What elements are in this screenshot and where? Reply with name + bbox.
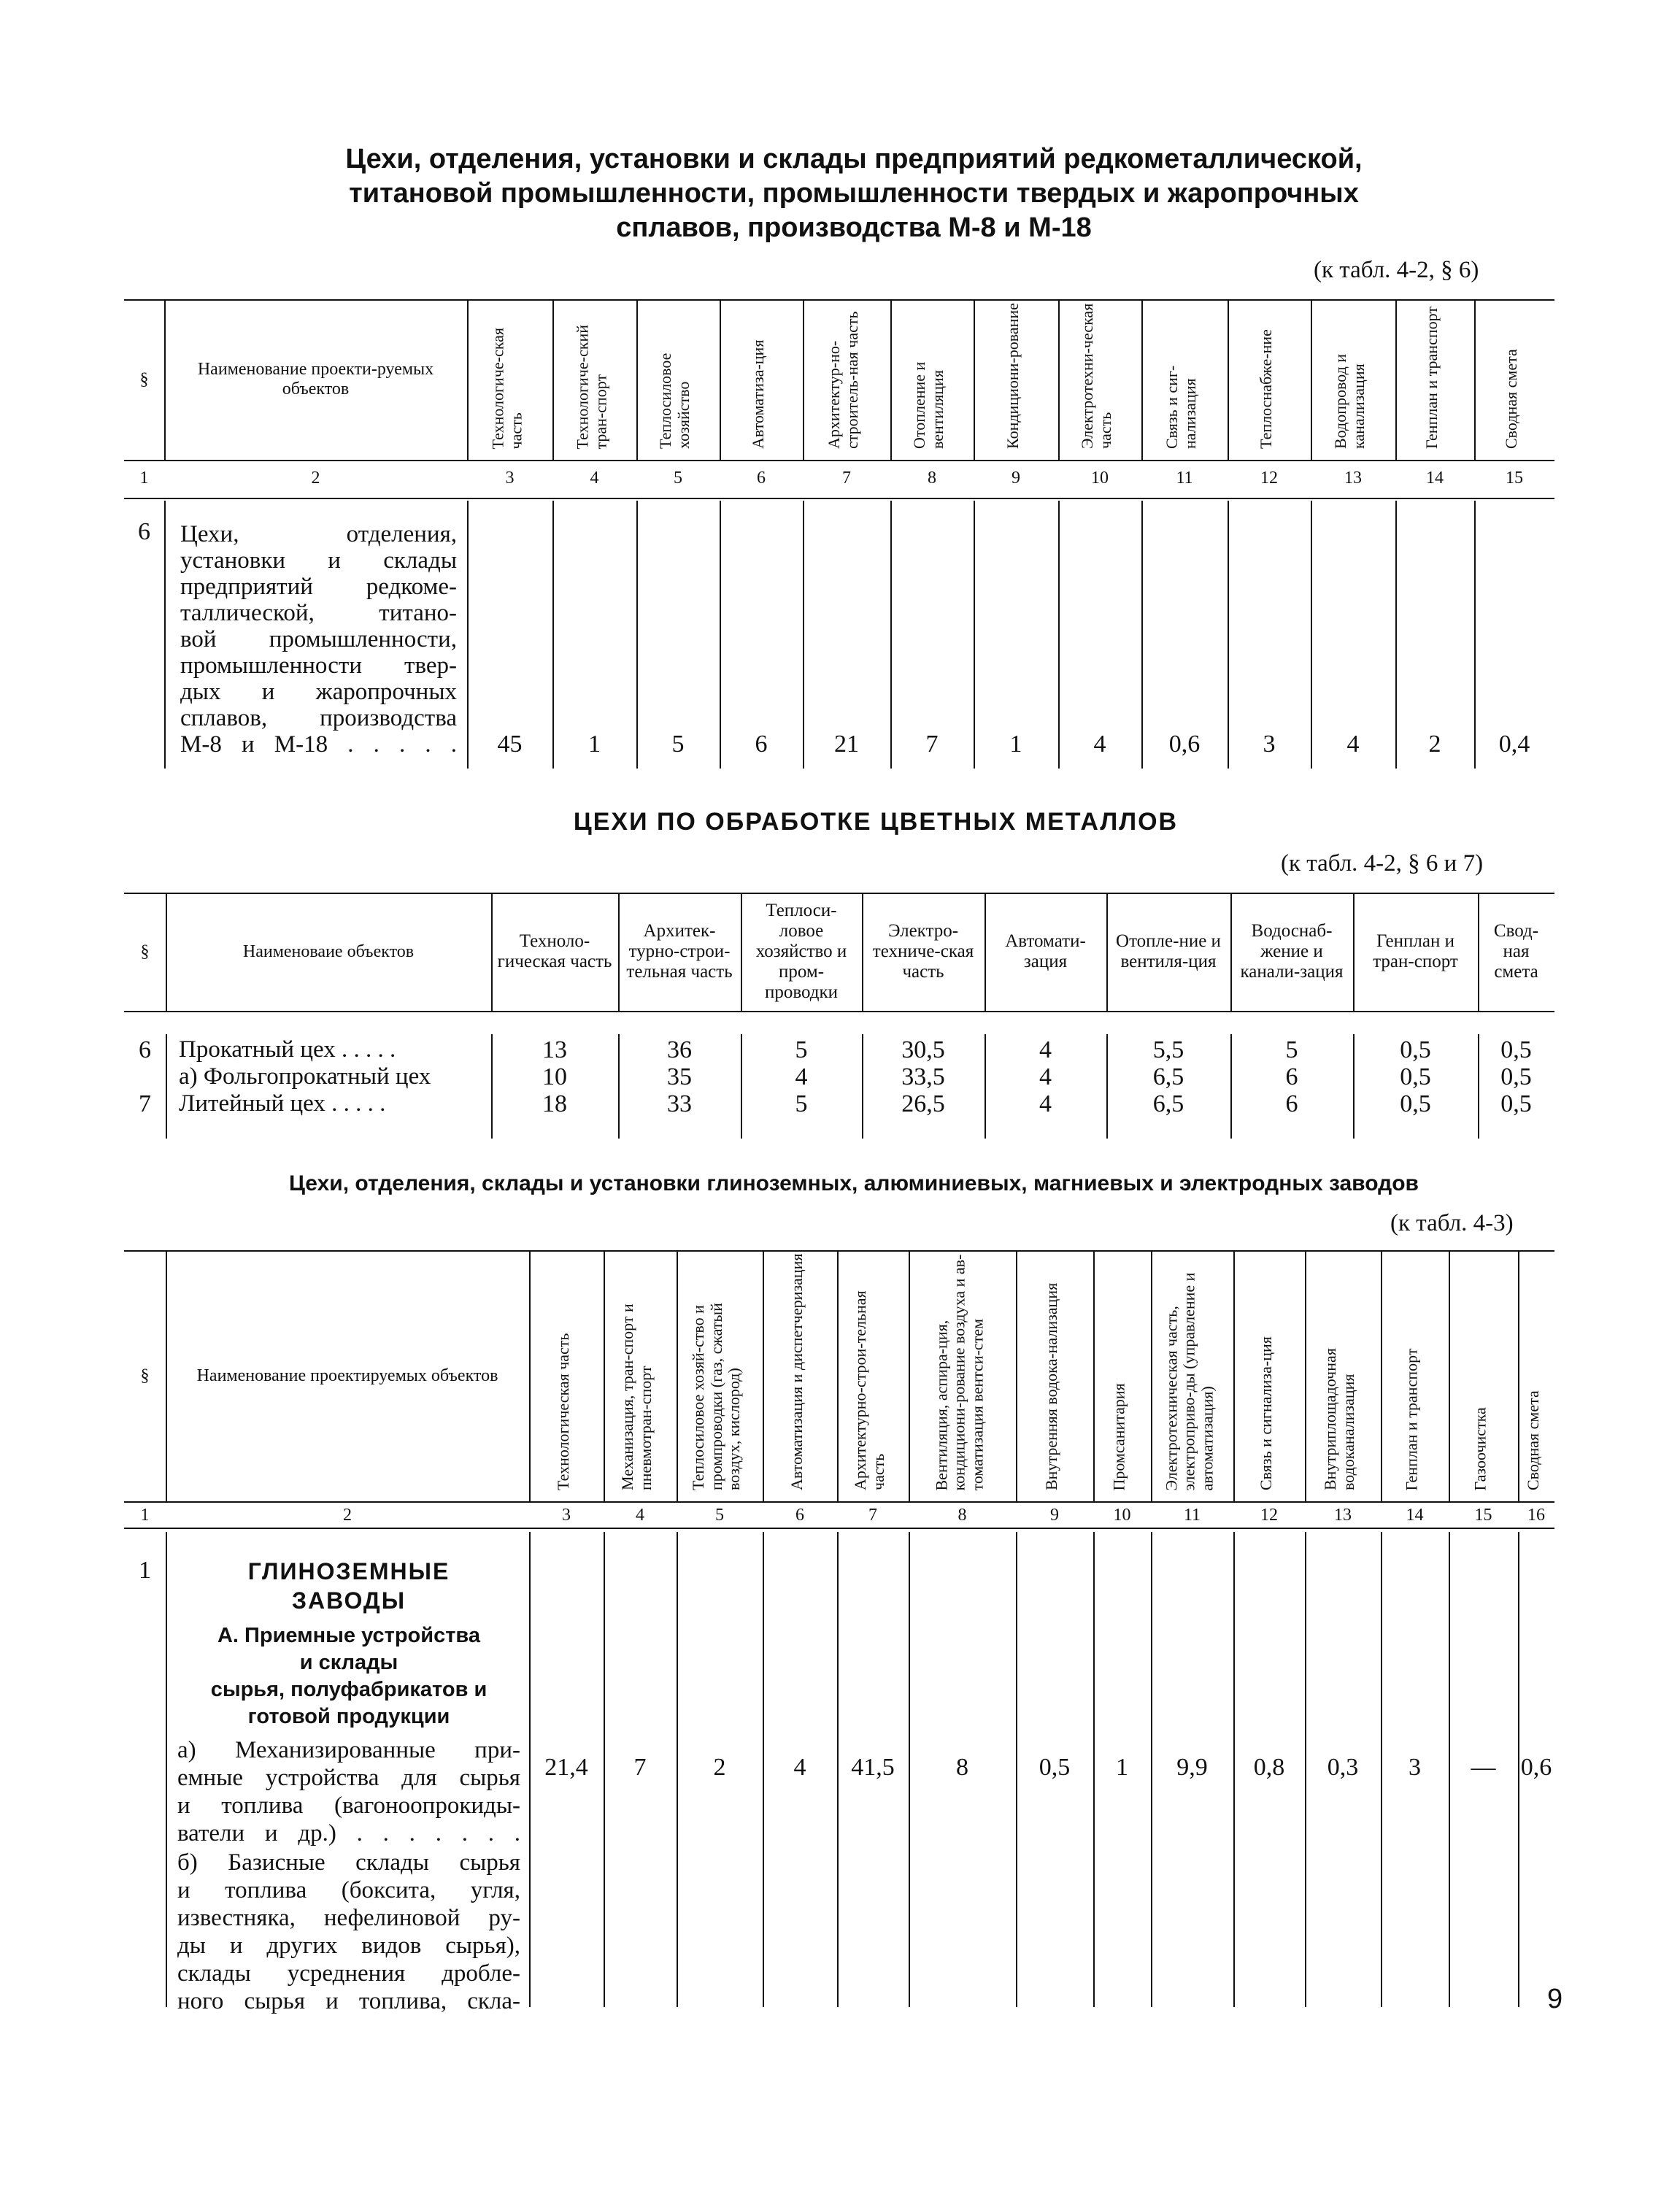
row-value: 0,5 <box>1400 1063 1431 1090</box>
column-header: Технологическая часть <box>553 1333 572 1490</box>
column-header: Отопление и вентиляция <box>910 361 947 449</box>
column-number: 15 <box>1474 1506 1492 1525</box>
column-header: Теплосиловое хозяй-ство и промпроводки (газ, сжатый воздух, кислород) <box>689 1303 744 1490</box>
row-value: 1 <box>1009 731 1022 758</box>
row-value: 6,5 <box>1152 1063 1184 1090</box>
row-value: 6,5 <box>1152 1090 1184 1117</box>
row-value: 4 <box>795 1063 808 1090</box>
name-header: Наименование проекти-руемых объектов <box>197 360 434 398</box>
column-header: Электро-техниче-ская часть <box>872 921 974 982</box>
table-rule <box>124 460 1554 461</box>
column-header: Теплоснабже-ние <box>1256 329 1275 449</box>
row-section-number: 6 <box>139 1036 151 1063</box>
section1-title <box>219 142 1489 245</box>
row-item-line: и топлива (боксита, угля, <box>177 1877 520 1903</box>
column-number: 12 <box>1260 469 1278 488</box>
column-divider <box>166 1034 167 1139</box>
column-header: Механизация, тран-спорт и пневмотран-спорт <box>618 1303 655 1490</box>
row-value: 4 <box>793 1754 806 1781</box>
row-value: 0,3 <box>1327 1754 1359 1781</box>
column-number: 10 <box>1113 1506 1131 1525</box>
column-number: 9 <box>1050 1506 1059 1525</box>
column-number: 5 <box>674 469 682 488</box>
column-header: Техноло-гическая часть <box>497 931 612 971</box>
row-item-line: ды и других видов сырья), <box>177 1933 520 1959</box>
name-header: Наименование проектируемых объектов <box>196 1366 498 1385</box>
column-header: Теплоси-ловое хозяйство и пром-проводки <box>755 901 847 1002</box>
column-header: Свод-ная смета <box>1493 921 1539 982</box>
row-value: 0,6 <box>1520 1754 1552 1781</box>
column-divider <box>1353 893 1355 1011</box>
table-rule <box>124 498 1554 499</box>
column-number: 6 <box>757 469 766 488</box>
row-value: 26,5 <box>901 1090 945 1117</box>
column-number: 12 <box>1260 1506 1278 1525</box>
row-value: 4 <box>1346 731 1360 758</box>
column-header: Генплан и тран-спорт <box>1373 931 1458 971</box>
row-item-line: ного сырья и топлива, скла- <box>177 1988 520 2014</box>
column-header: Архитектурно-строи-тельная часть <box>851 1290 887 1490</box>
column-header: Отопле-ние и вентиля-ция <box>1116 931 1221 971</box>
row-value: 0,5 <box>1039 1754 1071 1781</box>
row-value: 5 <box>671 731 685 758</box>
section-header: § <box>139 369 149 389</box>
row-heading-line: ГЛИНОЗЕМНЫЕ <box>247 1558 450 1584</box>
row-value: 5 <box>795 1090 808 1117</box>
row-value: 10 <box>542 1063 567 1090</box>
column-number: 1 <box>140 1506 150 1525</box>
column-divider <box>974 501 975 769</box>
column-divider <box>1474 501 1476 769</box>
column-divider <box>1395 501 1397 769</box>
column-divider <box>552 501 554 769</box>
column-number: 3 <box>505 469 515 488</box>
row-value: 1 <box>588 731 601 758</box>
row-subheading-line: готовой продукции <box>247 1705 450 1728</box>
row-name-line: сплавов, производства <box>180 705 457 731</box>
section3-reference: (к табл. 4-3) <box>1390 1210 1514 1236</box>
column-number: 13 <box>1334 1506 1352 1525</box>
row-value: 8 <box>956 1754 968 1781</box>
row-value: 5 <box>1285 1036 1298 1063</box>
column-divider <box>491 893 493 1011</box>
column-divider <box>166 1532 167 2007</box>
column-header: Связь и сиг-нализация <box>1163 365 1199 449</box>
column-number: 6 <box>795 1506 804 1525</box>
column-divider <box>467 501 469 769</box>
row-value: — <box>1471 1754 1496 1781</box>
row-name-line: предприятий редкоме- <box>180 574 457 600</box>
name-header: Наименоваие объектов <box>242 941 415 961</box>
column-number: 7 <box>842 469 851 488</box>
row-value: 4 <box>1039 1036 1052 1063</box>
column-number: 14 <box>1426 469 1444 488</box>
row-value: 18 <box>542 1090 567 1117</box>
row-item-line: ватели и др.) . . . . . . . <box>177 1820 520 1846</box>
column-number: 10 <box>1091 469 1109 488</box>
column-header: Технологиче-ский тран-спорт <box>572 324 609 449</box>
column-number: 5 <box>715 1506 724 1525</box>
column-header: Внутриплощадочная водоканализация <box>1321 1348 1357 1490</box>
column-divider <box>164 501 166 769</box>
column-header: Генплан и транспорт <box>1402 1348 1421 1490</box>
column-header: Водоснаб-жение и канали-зация <box>1240 921 1344 982</box>
column-number: 13 <box>1344 469 1362 488</box>
row-name-line: установки и склады <box>180 547 457 574</box>
row-value: 6 <box>1285 1063 1298 1090</box>
row-value: 2 <box>1428 731 1441 758</box>
column-divider <box>1230 893 1232 1011</box>
column-header: Автоматиза-ция <box>748 339 767 449</box>
column-divider <box>720 501 721 769</box>
column-header: Связь и сигнализа-ция <box>1256 1336 1275 1490</box>
row-name-line: М-8 и М-18 . . . . . <box>180 731 457 758</box>
column-header: Автомати-зация <box>1005 931 1086 971</box>
row-name-line: промышленности твер- <box>180 652 457 679</box>
row-value: 3 <box>1263 731 1276 758</box>
section-header: § <box>140 1366 150 1385</box>
column-divider <box>1058 501 1060 769</box>
row-subheading-line: и склады <box>299 1651 398 1674</box>
row-value: 4 <box>1093 731 1106 758</box>
column-number: 1 <box>139 469 149 488</box>
row-value: 4 <box>1039 1063 1052 1090</box>
column-header: Автоматизация и диспетчеризация <box>787 1253 806 1490</box>
row-value: 13 <box>542 1036 567 1063</box>
row-name: а) Фольгопрокатный цех <box>179 1063 431 1090</box>
row-value: 0,5 <box>1500 1090 1532 1117</box>
column-number: 3 <box>562 1506 571 1525</box>
section1-title-line: сплавов, производства М-8 и М-18 <box>616 212 1092 243</box>
column-header: Промсанитария <box>1109 1382 1128 1490</box>
row-value: 45 <box>497 731 523 758</box>
row-item-line: известняка, нефелиновой ру- <box>177 1905 520 1931</box>
column-header: Электротехническая часть, электроприво-ды (управление и автоматизация) <box>1161 1272 1216 1490</box>
row-item-line: и топлива (вагоноопрокиды- <box>177 1792 520 1819</box>
row-value: 2 <box>713 1754 726 1781</box>
column-number: 11 <box>1183 1506 1201 1525</box>
row-subheading-line: сырья, полуфабрикатов и <box>210 1678 488 1701</box>
column-number: 16 <box>1527 1506 1545 1525</box>
row-value: 3 <box>1409 1754 1421 1781</box>
section1-title-line: титановой промышленности, промышленности твердых и жаропрочных <box>349 178 1359 209</box>
section2-title: ЦЕХИ ПО ОБРАБОТКЕ ЦВЕТНЫХ МЕТАЛЛОВ <box>573 808 1179 836</box>
column-divider <box>890 501 892 769</box>
row-value: 36 <box>667 1036 692 1063</box>
column-divider <box>1106 893 1108 1011</box>
row-name-line: таллической, титано- <box>180 600 457 626</box>
column-number: 4 <box>636 1506 644 1525</box>
row-value: 7 <box>633 1754 647 1781</box>
column-number: 11 <box>1176 469 1193 488</box>
table-rule <box>124 1501 1554 1503</box>
row-section-number: 1 <box>139 1557 151 1584</box>
row-value: 0,5 <box>1500 1063 1532 1090</box>
row-name-line: дых и жаропрочных <box>180 679 457 705</box>
column-number: 8 <box>957 1506 967 1525</box>
column-header: Теплосиловое хозяйство <box>656 353 693 449</box>
column-header: Вентиляция, аспира-ция, кондициони-рование воздуха и ав-томатизация вентси-стем <box>931 1254 986 1490</box>
column-number: 9 <box>1012 469 1020 488</box>
column-divider <box>1228 501 1229 769</box>
column-divider <box>1478 893 1479 1011</box>
column-number: 2 <box>343 1506 352 1525</box>
section1-reference: (к табл. 4-2, § 6) <box>1314 257 1479 283</box>
column-header: Сводная смета <box>1523 1390 1542 1490</box>
row-name-line: вой промышленности, <box>180 626 457 652</box>
column-divider <box>1311 501 1312 769</box>
column-number: 7 <box>868 1506 877 1525</box>
row-value: 0,4 <box>1498 731 1530 758</box>
column-header: Внутренняя водока-нализация <box>1041 1282 1060 1490</box>
row-value: 9,9 <box>1176 1754 1208 1781</box>
row-name: Прокатный цех . . . . . <box>179 1036 396 1063</box>
column-header: Технологиче-ская часть <box>488 327 525 449</box>
section-header: § <box>140 941 150 961</box>
row-value: 6 <box>1285 1090 1298 1117</box>
row-value: 21,4 <box>544 1754 588 1781</box>
row-value: 41,5 <box>851 1754 895 1781</box>
table-rule <box>124 1528 1554 1529</box>
row-value: 33 <box>667 1090 692 1117</box>
row-section-number: 6 <box>138 518 150 545</box>
section1-title-line: Цехи, отделения, установки и склады предприятий редкометаллической, <box>345 144 1363 174</box>
row-heading-line: ЗАВОДЫ <box>291 1587 406 1614</box>
row-value: 7 <box>925 731 939 758</box>
column-divider <box>741 893 742 1011</box>
section3-title: Цехи, отделения, склады и установки глиноземных, алюминиевых, магниевых и электродных заводов <box>289 1171 1419 1195</box>
column-number: 4 <box>590 469 599 488</box>
column-header: Водопровод и канализация <box>1331 353 1368 449</box>
row-value: 30,5 <box>901 1036 945 1063</box>
column-number: 15 <box>1506 469 1523 488</box>
section2-reference: (к табл. 4-2, § 6 и 7) <box>1281 850 1484 877</box>
column-header: Генплан и транспорт <box>1422 307 1441 449</box>
row-value: 0,5 <box>1500 1036 1532 1063</box>
row-value: 5,5 <box>1152 1036 1184 1063</box>
column-header: Сводная смета <box>1501 349 1520 449</box>
row-value: 6 <box>755 731 768 758</box>
table-rule <box>124 1011 1554 1012</box>
column-divider <box>618 893 620 1011</box>
row-item-line: б) Базисные склады сырья <box>177 1849 520 1876</box>
column-divider <box>1141 501 1143 769</box>
row-name: Литейный цех . . . . . <box>179 1090 386 1117</box>
row-value: 0,8 <box>1253 1754 1285 1781</box>
row-value: 0,5 <box>1400 1090 1431 1117</box>
row-item-line: емные устройства для сырья <box>177 1765 520 1791</box>
column-header: Архитектур-но-строитель-ная часть <box>825 311 861 449</box>
column-divider <box>803 501 804 769</box>
row-value: 1 <box>1116 1754 1128 1781</box>
column-header: Архитек-турно-строи-тельная часть <box>626 921 733 982</box>
row-value: 33,5 <box>901 1063 945 1090</box>
row-value: 4 <box>1039 1090 1052 1117</box>
row-value: 21 <box>834 731 859 758</box>
row-subheading-line: А. Приемные устройства <box>217 1624 480 1647</box>
column-header: Электротехни-ческая часть <box>1078 303 1114 449</box>
row-section-number: 7 <box>139 1090 151 1117</box>
row-value: 0,5 <box>1400 1036 1431 1063</box>
column-number: 8 <box>928 469 936 488</box>
row-value: 35 <box>667 1063 692 1090</box>
column-header: Газоочистка <box>1471 1406 1490 1490</box>
column-divider <box>862 893 863 1011</box>
row-item-line: склады усреднения дробле- <box>177 1960 520 1987</box>
row-item-line: а) Механизированные при- <box>177 1737 520 1763</box>
column-divider <box>636 501 638 769</box>
column-header: Кондициони-рование <box>1003 303 1022 449</box>
row-value: 0,6 <box>1168 731 1201 758</box>
column-number: 14 <box>1406 1506 1424 1525</box>
row-name-line: Цехи, отделения, <box>180 521 457 547</box>
row-value: 5 <box>795 1036 808 1063</box>
page-number: 9 <box>1547 1984 1563 2014</box>
column-number: 2 <box>311 469 320 488</box>
column-divider <box>985 893 986 1011</box>
